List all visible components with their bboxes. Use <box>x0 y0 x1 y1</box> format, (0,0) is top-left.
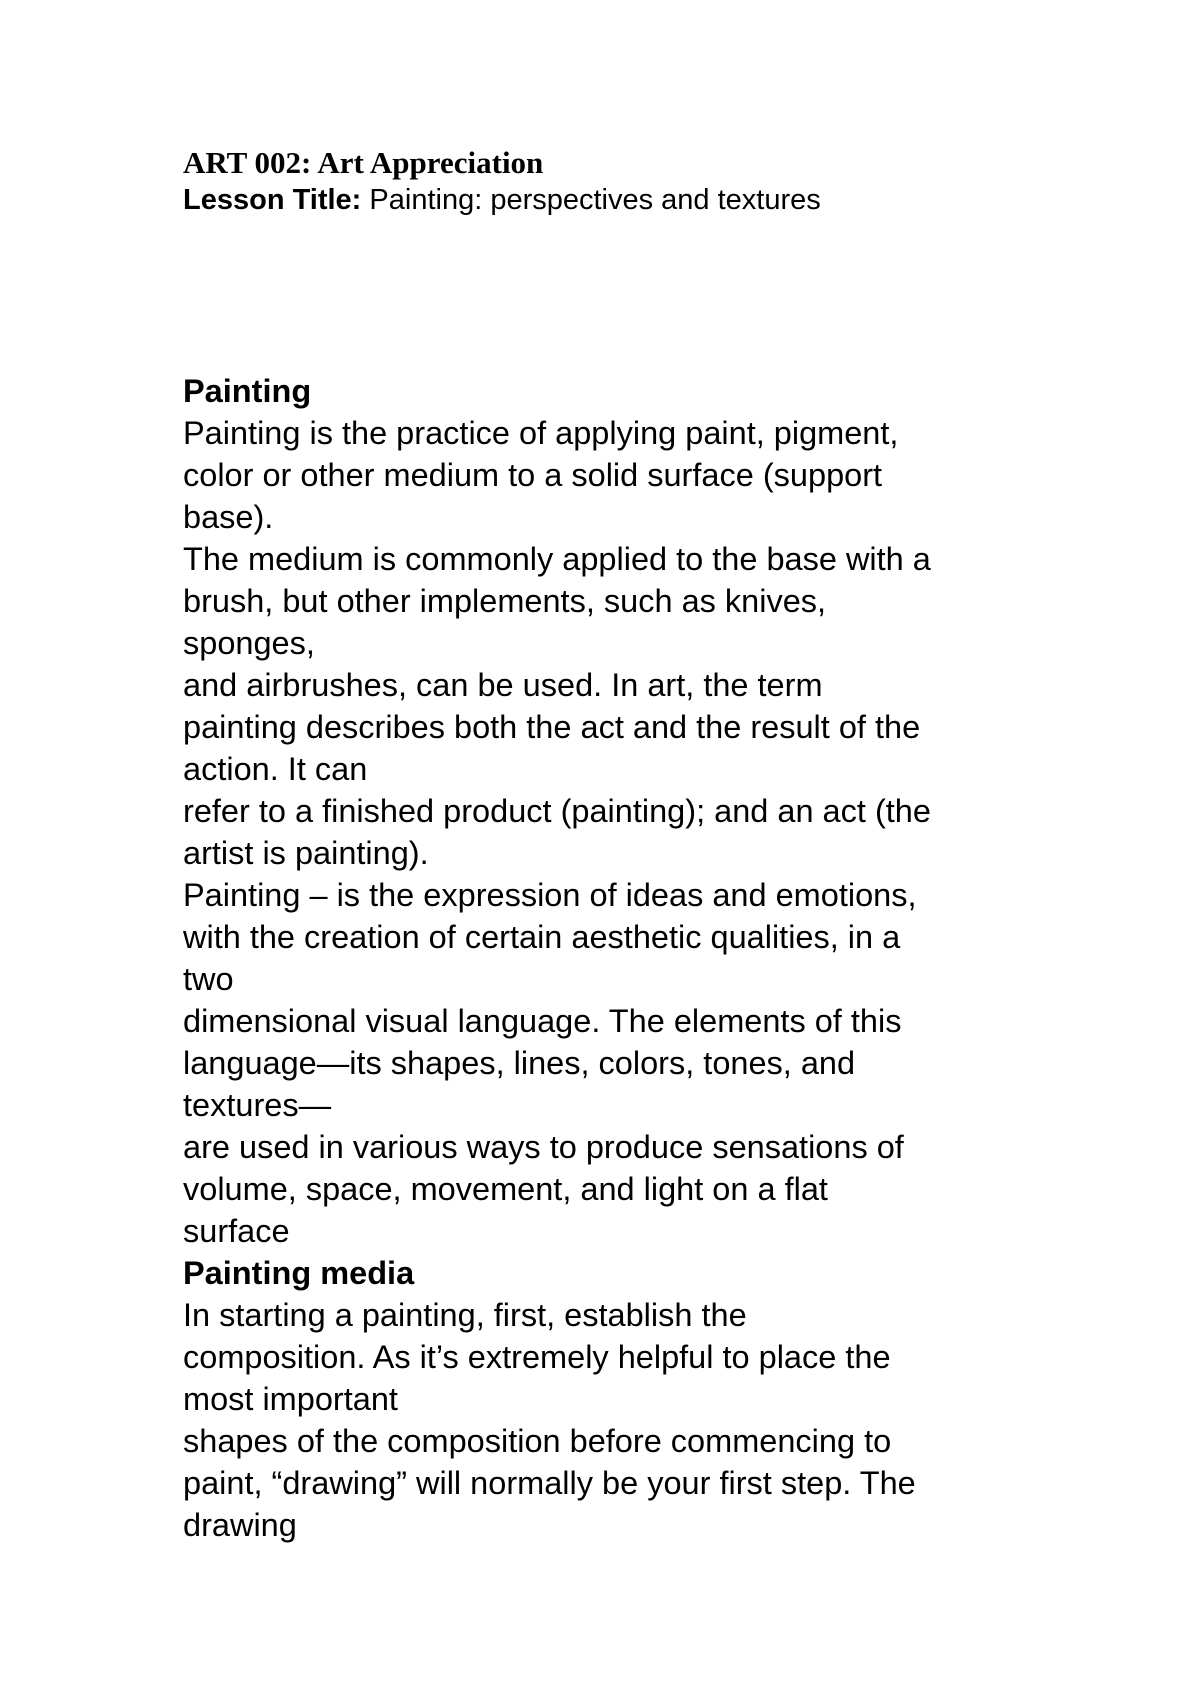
lesson-title-line <box>183 183 821 217</box>
body-line: dimensional visual language. The elements of this <box>183 1003 902 1039</box>
body-line: brush, but other implements, such as knives, <box>183 583 827 619</box>
body-text <box>183 370 1083 1546</box>
section-heading: Painting <box>183 373 312 409</box>
lesson-title-value: Painting: perspectives and textures <box>361 184 821 216</box>
body-line: In starting a painting, first, establish the <box>183 1297 747 1333</box>
body-line: textures— <box>183 1087 332 1123</box>
body-line: painting describes both the act and the result of the <box>183 709 921 745</box>
body-line: composition. As it’s extremely helpful to place the <box>183 1339 891 1375</box>
body-line: The medium is commonly applied to the base with a <box>183 541 931 577</box>
body-line: sponges, <box>183 625 315 661</box>
body-line: most important <box>183 1381 398 1417</box>
body-line: refer to a finished product (painting); and an act (the <box>183 793 931 829</box>
body-line: with the creation of certain aesthetic qualities, in a <box>183 919 901 955</box>
body-line: paint, “drawing” will normally be your first step. The <box>183 1465 916 1501</box>
body-line: surface <box>183 1213 290 1249</box>
body-line: drawing <box>183 1507 297 1543</box>
body-line: are used in various ways to produce sensations of <box>183 1129 904 1165</box>
lesson-title-label: Lesson Title: <box>183 184 362 216</box>
body-line: color or other medium to a solid surface (support <box>183 457 883 493</box>
body-line: Painting is the practice of applying paint, pigment, <box>183 415 899 451</box>
course-title: ART 002: Art Appreciation <box>183 145 544 180</box>
body-line: base). <box>183 499 274 535</box>
body-line: action. It can <box>183 751 368 787</box>
body-line: artist is painting). <box>183 835 429 871</box>
body-line: volume, space, movement, and light on a flat <box>183 1171 828 1207</box>
body-line: language—its shapes, lines, colors, tones, and <box>183 1045 856 1081</box>
body-line: two <box>183 961 234 997</box>
body-line: Painting – is the expression of ideas and emotions, <box>183 877 917 913</box>
body-line: shapes of the composition before commencing to <box>183 1423 892 1459</box>
body-line: and airbrushes, can be used. In art, the term <box>183 667 823 703</box>
section-heading: Painting media <box>183 1255 415 1291</box>
